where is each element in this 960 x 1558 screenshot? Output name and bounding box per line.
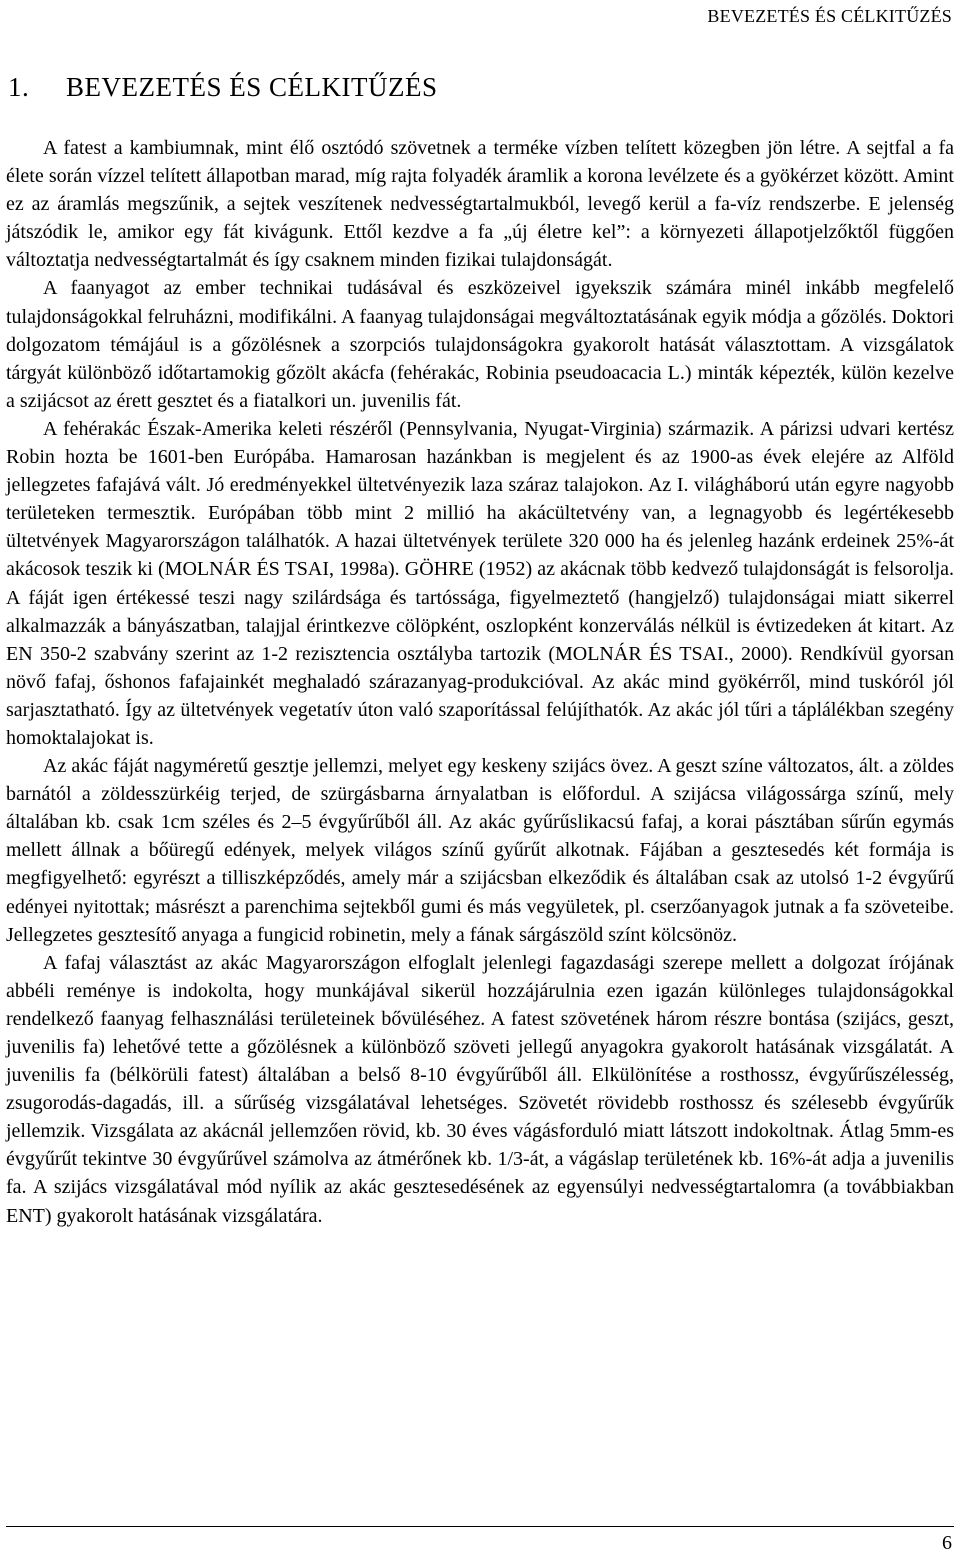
paragraph-4: Az akác fáját nagyméretű gesztje jellemzi, melyet egy keskeny szijács övez. A geszt színe változatos, ált. a zöldes barnától a zöldesszürkéig terjed, de szürgásbarna árnyalatban is előfordul. A szijácsa világossárga színű, mely általában kb. csak 1cm széles és 2–5 évgyűrűből áll. Az akác gyűrűslikacsú fafaj, a korai pásztában sűrűn egymás mellett állnak a bőüregű edények, melyek világos színű gyűrűt alkotnak. Fájában a gesztesedés két formája is megfigyelhető: egyrészt a tilliszképződés, amely már a szijácsban elkeződik és általában csak az utolsó 1-2 évgyűrű edényei nyitottak; másrészt a parenchima sejtekből gumi és más vegyületek, pl. cserzőanyagok jutnak a fa szöveteibe. Jellegzetes gesztesítő anyaga a fungicid robinetin, mely a fának sárgászöld színt kölcsönöz. <box>6 755 954 946</box>
chapter-title-text: BEVEZETÉS ÉS CÉLKITŰZÉS <box>66 72 438 102</box>
paragraph-3: A fehérakác Észak-Amerika keleti részéről (Pennsylvania, Nyugat-Virginia) származik. A párizsi udvari kertész Robin hozta be 1601-ben Európába. Hamarosan hazánkban is megjelent és az 1900-as évek elejére az Alföld jellegzetes fafajává vált. Jó eredményekkel ültetvényezik laza száraz talajokon. Az I. világháború után egyre nagyobb területeken termesztik. Európában több mint 2 millió ha akácültetvény van, a legnagyobb és legértékesebb ültetvények Magyarországon találhatók. A hazai ültetvények területe 320 000 ha és jelenleg hazánk erdeinek 25%-át akácosok teszik ki (MOLNÁR ÉS TSAI, 1998a). GÖHRE (1952) az akácnak több kedvező tulajdonságát is felsorolja. A fáját igen értékessé teszi nagy szilárdsága és tartóssága, figyelmeztető (hangjelző) tulajdonságai miatt sikerrel alkalmazzák a bányászatban, talajjal érintkezve cölöpként, oszlopként konzerválás nélkül is évtizedeken át kitart. Az EN 350-2 szabvány szerint az 1-2 rezisztencia osztályba tartozik (MOLNÁR ÉS TSAI., 2000). Rendkívül gyorsan növő fafaj, őshonos fafajainkét meghaladó szárazanyag-produkcióval. Az akác mind gyökérről, mind tuskóról jól sarjasztatható. Így az ültetvények vegetatív úton való szaporítással felújíthatók. Az akác jól tűri a táplálékban szegény homoktalajokat is. <box>6 417 954 749</box>
footer-divider <box>6 1526 954 1527</box>
chapter-title <box>8 72 437 103</box>
paragraph-2: A faanyagot az ember technikai tudásával és eszközeivel igyekszik számára minél inkább megfelelő tulajdonságokkal felruházni, modifikálni. A faanyag tulajdonságai megváltoztatásának egyik módja a gőzölés. Doktori dolgozatom témájául is a gőzölésnek a szorpciós tulajdonságokra gyakorolt hatását választottam. A vizsgálatok tárgyát különböző időtartamokig gőzölt akácfa (fehérakác, Robinia pseudoacacia L.) minták képezték, külön kezelve a szijácsot az érett gesztet és a fiatalkori un. juvenilis fát. <box>6 277 954 412</box>
paragraph-1: A fatest a kambiumnak, mint élő osztódó szövetnek a terméke vízben telített közegben jön létre. A sejtfal a fa élete során vízzel telített állapotban marad, míg rajta folyadék áramlik a korona levélzete és a gyökérzet között. Amint ez az áramlás megszűnik, a sejtek veszítenek nedvességtartalmukból, levegő kerül a fa-víz rendszerbe. E jelenség játszódik le, amikor egy fát kivágunk. Ettől kezdve a fa „új életre kel”: a környezeti állapotjelzőktől függően változtatja nedvességtartalmát és így csaknem minden fizikai tulajdonságát. <box>6 137 954 272</box>
running-header: BEVEZETÉS ÉS CÉLKITŰZÉS <box>707 6 952 26</box>
paragraph-5: A fafaj választást az akác Magyarországon elfoglalt jelenlegi fagazdasági szerepe mellett a dolgozat írójának abbéli reménye is indokolta, hogy munkájával sikerül hozzájárulnia ezen igazán különleges tulajdonságokkal rendelkező faanyag felhasználási területeinek bővüléséhez. A fatest szövetének három részre bontása (szijács, geszt, juvenilis fa) lehetővé tette a gőzölésnek a különböző szöveti jellegű anyagokra gyakorolt hatásának vizsgálatát. A juvenilis fa (bélkörüli fatest) általában a belső 8-10 évgyűrűből áll. Elkülönítése a rosthossz, évgyűrűszélesség, zsugorodás-dagadás, ill. a sűrűség vizsgálatával lehetséges. Szövetét rövidebb rosthossz és szélesebb évgyűrűk jellemzik. Vizsgálata az akácnál jellemzően rövid, kb. 30 éves vágásforduló miatt látszott indokoltnak. Átlag 5mm-es évgyűrűt tekintve 30 évgyűrűvel számolva az átmérőnek kb. 1/3-át, a vágáslap területének kb. 16%-át adja a juvenilis fa. A szijács vizsgálatával mód nyílik az akác gesztesedésének az egyensúlyi nedvességtartalomra (a továbbiakban ENT) gyakorolt hatásának vizsgálatára. <box>6 951 954 1227</box>
page-number: 6 <box>942 1532 952 1554</box>
chapter-number: 1. <box>8 72 30 102</box>
body-text <box>6 134 954 1230</box>
